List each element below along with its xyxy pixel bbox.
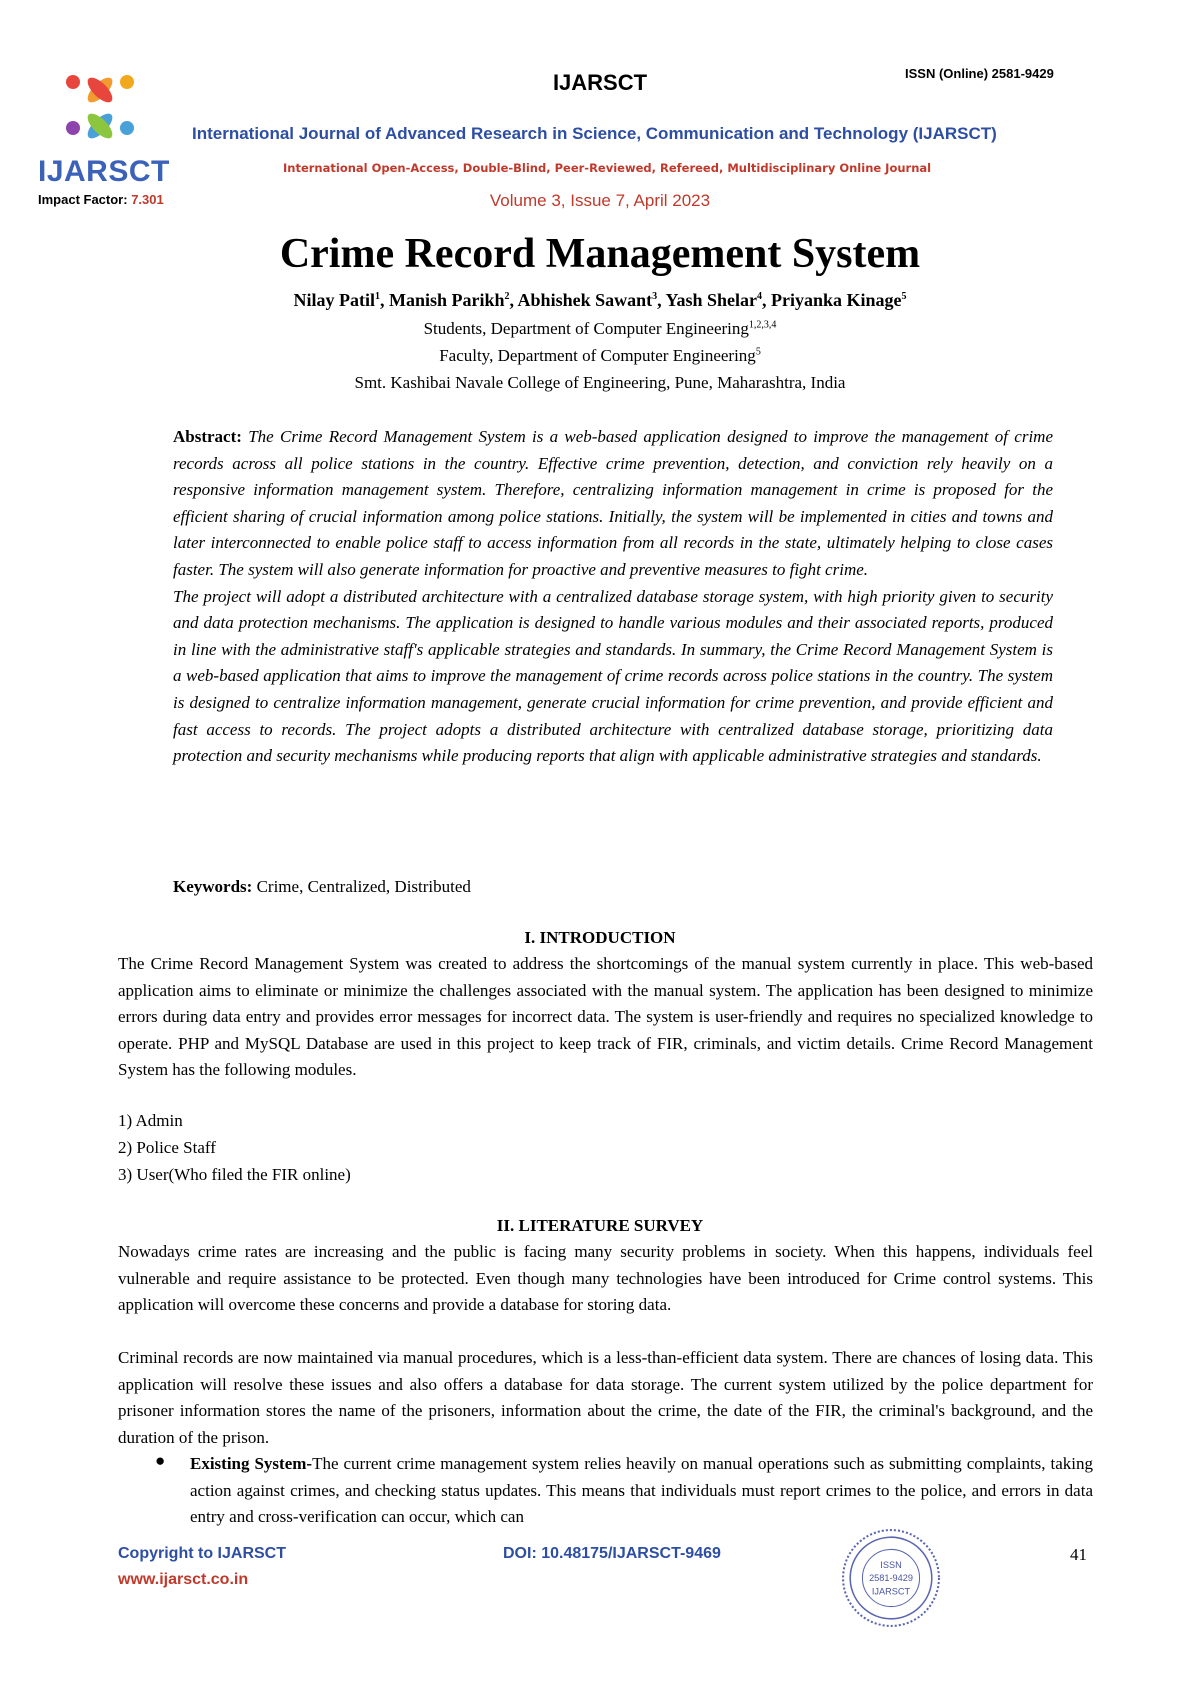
author-name: Nilay Patil: [293, 290, 375, 310]
author-sup: 3: [652, 291, 658, 302]
footer-copyright: Copyright to IJARSCT: [118, 1545, 286, 1562]
impact-factor-label: Impact Factor:: [38, 192, 132, 207]
logo-text: IJARSCT: [38, 155, 170, 188]
module-list-item: 3) User(Who filed the FIR online): [118, 1165, 351, 1184]
seal-line: IJARSCT: [871, 1586, 911, 1597]
affiliation-text: Faculty, Department of Computer Engineering: [439, 346, 756, 365]
paper-title: Crime Record Management System: [279, 231, 921, 277]
literature-paragraph: Criminal records are now maintained via manual procedures, which is a less-than-efficient data system. There are chances of losing data. This application will resolve these issues and also offers a database for data storage. The current system utilized by the police department for prisoner information stores the name of the prisoners, information about the crime, the date of the FIR, the criminal's background, and the duration of the prison.: [118, 1348, 1093, 1447]
seal-line: 2581-9429: [869, 1573, 913, 1584]
volume-issue: Volume 3, Issue 7, April 2023: [489, 191, 711, 210]
section-heading-introduction: I. INTRODUCTION: [524, 928, 676, 947]
author-name: Priyanka Kinage: [770, 290, 902, 310]
section-heading-literature-survey: II. LITERATURE SURVEY: [496, 1216, 704, 1235]
affiliation-line: [0, 346, 1200, 366]
author-list: Nilay Patil$^1$, Manish Parikh$^2$, Abhishek Sawant$^3$, Yash Shelar$^4$, Priyanka Kinage$^5$: [293, 290, 907, 310]
journal-full-name: International Journal of Advanced Research in Science, Communication and Technology (IJARSCT): [192, 124, 997, 143]
author-sup: 2: [504, 291, 510, 302]
bullet-existing-system: [190, 1451, 1093, 1531]
author-sup: 1: [375, 291, 380, 302]
keywords-label: Keywords:: [173, 877, 253, 896]
author-name: Abhishek Sawant: [517, 290, 653, 310]
abstract-paragraph: [173, 424, 1053, 584]
literature-paragraph: Nowadays crime rates are increasing and the public is facing many security problems in society. When this happens, individuals feel vulnerable and require assistance to be protected. Even though many technologies have been introduced for Crime control systems. This application will overcome these concerns and provide a database for storing data.: [118, 1242, 1093, 1315]
affiliation-text: Students, Department of Computer Engineering: [423, 319, 749, 338]
footer-doi: DOI: 10.48175/IJARSCT-9469: [503, 1545, 721, 1562]
affiliation-line: [0, 373, 1200, 393]
issn-online: ISSN (Online) 2581-9429: [905, 66, 1054, 81]
page-number: 41: [1070, 1545, 1087, 1564]
affiliation-sup: 1,2,3,4: [748, 319, 777, 331]
footer-website-link[interactable]: www.ijarsct.co.in: [118, 1571, 249, 1588]
journal-short-name: IJARSCT: [552, 70, 648, 95]
author-name: Manish Parikh: [389, 290, 505, 310]
keywords: [173, 877, 471, 897]
seal-line: ISSN: [880, 1559, 902, 1570]
abstract: [173, 424, 1053, 770]
journal-subtitle: International Open-Access, Double-Blind, Peer-Reviewed, Refereed, Multidisciplinary Online Journal: [283, 161, 932, 175]
bullet-icon: ●: [155, 1451, 166, 1470]
introduction-paragraph: The Crime Record Management System was created to address the shortcomings of the manual system currently in place. This web-based application aims to eliminate or minimize the challenges associated with the manual system. The application has been designed to minimize errors during data entry and provides error messages for incorrect data. The system is user-friendly and requires no specialized knowledge to operate. PHP and MySQL Database are used in this project to keep track of FIR, criminals, and victim details. Crime Record Management System has the following modules.: [118, 954, 1093, 1080]
bullet-label: Existing System-: [190, 1454, 313, 1473]
module-list-item: 2) Police Staff: [118, 1138, 216, 1157]
bullet-body: The current crime management system relies heavily on manual operations such as submitting complaints, taking action against crimes, and checking status updates. This means that individuals must report crimes to the police, and errors in data entry and cross-verification can occur, which can: [190, 1454, 1094, 1527]
author-sup: 4: [756, 291, 762, 302]
abstract-text: The Crime Record Management System is a web-based application designed to improve the management of crime records across all police stations in the country. Effective crime prevention, detection, and conviction rely heavily on a responsive information management system. Therefore, centralizing information management in crime is proposed for the efficient sharing of crucial information among police stations. Initially, the system will be implemented in cities and towns and later interconnected to enable police staff to access information from all records in the state, ultimately helping to close cases faster. The system will also generate information for proactive and preventive measures to fight crime.: [173, 427, 1054, 579]
author-sup: 5: [901, 291, 907, 302]
affiliation-text: Smt. Kashibai Navale College of Engineering, Pune, Maharashtra, India: [354, 373, 846, 392]
affiliation-line: [0, 319, 1200, 339]
keywords-text: Crime, Centralized, Distributed: [256, 877, 471, 896]
author-name: Yash Shelar: [665, 290, 757, 310]
affiliation-sup: 5: [755, 346, 761, 358]
abstract-label: Abstract:: [173, 427, 242, 446]
module-list-item: 1) Admin: [118, 1111, 183, 1130]
impact-factor-value: 7.301: [131, 192, 164, 207]
issn-seal-icon: [840, 1527, 942, 1629]
abstract-paragraph-2: The project will adopt a distributed architecture with a centralized database storage system, with high priority given to security and data protection mechanisms. The application is designed to handle various modules and their associated reports, produced in line with the administrative staff's applicable strategies and standards. In summary, the Crime Record Management System is a web-based application that aims to improve the management of crime records across police stations in the country. The system is designed to centralize information management, generate crucial information for crime prevention, and provide efficient and fast access to records. The project adopts a distributed architecture with centralized database storage, prioritizing data protection and security mechanisms while producing reports that align with applicable administrative strategies and standards.: [173, 586, 1053, 766]
